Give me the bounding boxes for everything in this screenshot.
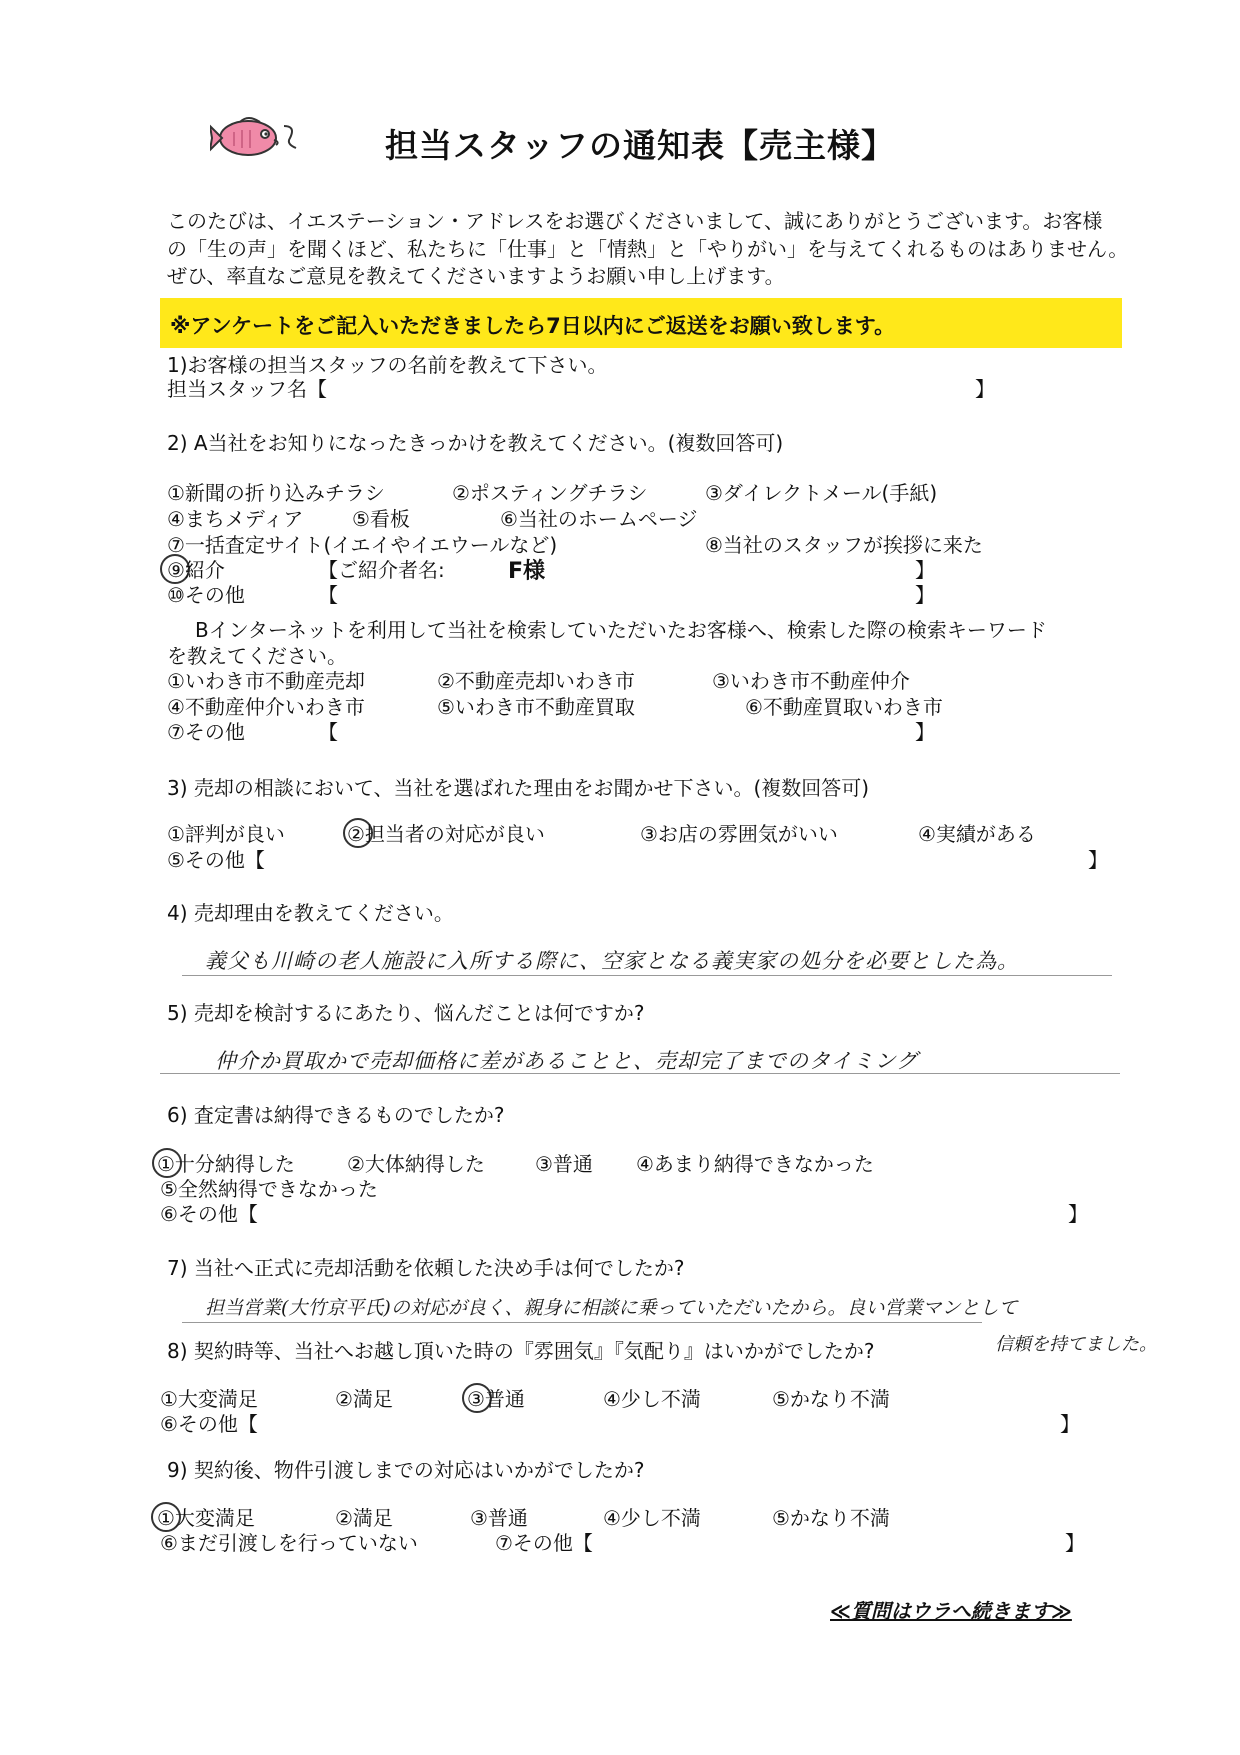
q3-opt-5[interactable]: ⑤その他【 [167, 848, 265, 872]
q2-question [167, 430, 783, 456]
q2b-opt-1[interactable]: ①いわき市不動産売却 [167, 669, 365, 693]
q9-question: 9) 契約後、物件引渡しまでの対応はいかがでしたか? [167, 1458, 645, 1482]
q1-question: 1)お客様の担当スタッフの名前を教えて下さい。 [167, 353, 608, 377]
q1-close: 】 [975, 377, 995, 401]
q2-opt-6[interactable]: ⑥当社のホームページ [500, 507, 698, 531]
q2b-question-1: Bインターネットを利用して当社を検索していただいたお客様へ、検索した際の検索キーワード [195, 618, 1047, 642]
q8-opt-2[interactable]: ②満足 [335, 1387, 393, 1411]
q6-opt-6[interactable]: ⑥その他【 [160, 1202, 258, 1226]
q2-opt-5[interactable]: ⑤看板 [352, 507, 410, 531]
q5-answer: 仲介か買取かで売却価格に差があることと、売却完了までのタイミング [215, 1049, 919, 1073]
q2-opt-7[interactable]: ⑦一括査定サイト(イエイやイエウールなど) [167, 533, 558, 557]
q1-staff-label: 担当スタッフ名【 [167, 377, 327, 401]
q2b-opt-5[interactable]: ⑤いわき市不動産買取 [437, 695, 635, 719]
notice-banner [160, 298, 1122, 348]
q2b-opt-4[interactable]: ④不動産仲介いわき市 [167, 695, 365, 719]
q8-opt-3[interactable]: ③普通 [467, 1387, 525, 1411]
notice-text: ※アンケートをご記入いただきましたら7日以内にご返送をお願い致します。 [170, 314, 896, 338]
q2b-other-open: 【 [318, 720, 338, 744]
continued-note: ≪質問はウラへ続きます≫ [830, 1599, 1072, 1623]
q9-opt-4[interactable]: ④少し不満 [603, 1506, 701, 1530]
q2-referrer-value: F様 [508, 559, 546, 584]
q8-opt-4[interactable]: ④少し不満 [603, 1387, 701, 1411]
q2-opt-4[interactable]: ④まちメディア [167, 507, 304, 531]
q8-opt-6[interactable]: ⑥その他【 [160, 1412, 258, 1436]
q3-opt-4[interactable]: ④実績がある [918, 822, 1036, 846]
page-title: 担当スタッフの通知表【売主様】 [385, 126, 895, 165]
q6-opt-1[interactable]: ①十分納得した [157, 1152, 295, 1176]
q2-opt-1[interactable]: ①新聞の折り込みチラシ [167, 481, 385, 505]
intro-line-3: ぜひ、率直なご意見を教えてくださいますようお願い申し上げます。 [167, 264, 785, 288]
q2b-opt-6[interactable]: ⑥不動産買取いわき市 [745, 695, 943, 719]
fish-icon [210, 112, 300, 162]
q3-opt-2[interactable]: ②担当者の対応が良い [347, 822, 545, 846]
q2b-other-close: 】 [915, 720, 935, 744]
q3-opt-3[interactable]: ③お店の雰囲気がいい [640, 822, 838, 846]
q3-opt-1[interactable]: ①評判が良い [167, 822, 285, 846]
intro-line-1: このたびは、イエステーション・アドレスをお選びくださいまして、誠にありがとうございます。お客様 [167, 209, 1103, 233]
q5-question: 5) 売却を検討するにあたり、悩んだことは何ですか? [167, 1001, 645, 1025]
intro-line-2: の「生の声」を聞くほど、私たちに「仕事」と「情熱」と「やりがい」を与えてくれるものはありません。 [167, 237, 1129, 261]
q8-opt-5[interactable]: ⑤かなり不満 [772, 1387, 890, 1411]
q2-opt-8[interactable]: ⑧当社のスタッフが挨拶に来た [705, 533, 983, 557]
q2-opt-9[interactable]: ⑨紹介 [167, 558, 225, 582]
q7-answer-cont: 信頼を持てました。 [995, 1334, 1157, 1355]
q6-opt-4[interactable]: ④あまり納得できなかった [636, 1152, 874, 1176]
q8-other-close: 】 [1060, 1412, 1080, 1436]
q7-question: 7) 当社へ正式に売却活動を依頼した決め手は何でしたか? [167, 1256, 685, 1280]
q6-question: 6) 査定書は納得できるものでしたか? [167, 1103, 505, 1127]
q9-opt-3[interactable]: ③普通 [470, 1506, 528, 1530]
q8-opt-1[interactable]: ①大変満足 [160, 1387, 258, 1411]
q7-answer-line [182, 1322, 982, 1323]
q2-opt-3[interactable]: ③ダイレクトメール(手紙) [705, 481, 938, 505]
q2b-question-2: を教えてください。 [167, 644, 347, 668]
q9-other-close: 】 [1065, 1531, 1085, 1555]
q6-other-close: 】 [1068, 1202, 1088, 1226]
q9-opt-7[interactable]: ⑦その他【 [495, 1531, 593, 1555]
q2-other-close: 】 [915, 583, 935, 607]
q2b-opt-3[interactable]: ③いわき市不動産仲介 [712, 669, 910, 693]
q2b-opt-7[interactable]: ⑦その他 [167, 720, 245, 744]
q6-opt-3[interactable]: ③普通 [535, 1152, 593, 1176]
q3-other-close: 】 [1088, 848, 1108, 872]
q2b-opt-2[interactable]: ②不動産売却いわき市 [437, 669, 635, 693]
q2-opt-10[interactable]: ⑩その他 [167, 583, 245, 607]
q2-referrer-close: 】 [915, 558, 935, 582]
q6-opt-5[interactable]: ⑤全然納得できなかった [160, 1177, 378, 1201]
q2-referrer-label: 【ご紹介者名: [318, 558, 445, 582]
q9-opt-2[interactable]: ②満足 [335, 1506, 393, 1530]
q6-opt-2[interactable]: ②大体納得した [347, 1152, 485, 1176]
q7-answer: 担当営業(大竹京平氏)の対応が良く、親身に相談に乗っていただいたから。良い営業マンとして [205, 1297, 1018, 1319]
q4-answer: 義父も川崎の老人施設に入所する際に、空家となる義実家の処分を必要とした為。 [205, 949, 1019, 973]
q4-answer-line [182, 975, 1112, 976]
q9-opt-6[interactable]: ⑥まだ引渡しを行っていない [160, 1531, 418, 1555]
q2-opt-2[interactable]: ②ポスティングチラシ [452, 481, 648, 505]
q2-other-open: 【 [318, 583, 338, 607]
q8-question: 8) 契約時等、当社へお越し頂いた時の『雰囲気』『気配り』はいかがでしたか? [167, 1339, 875, 1363]
q9-opt-5[interactable]: ⑤かなり不満 [772, 1506, 890, 1530]
q4-question: 4) 売却理由を教えてください。 [167, 901, 454, 925]
q3-question: 3) 売却の相談において、当社を選ばれた理由をお聞かせ下さい。(複数回答可) [167, 776, 870, 800]
q2-question-text: 2) A当社をお知りになったきっかけを教えてください。(複数回答可) [167, 431, 784, 455]
q9-opt-1[interactable]: ①大変満足 [157, 1506, 255, 1530]
